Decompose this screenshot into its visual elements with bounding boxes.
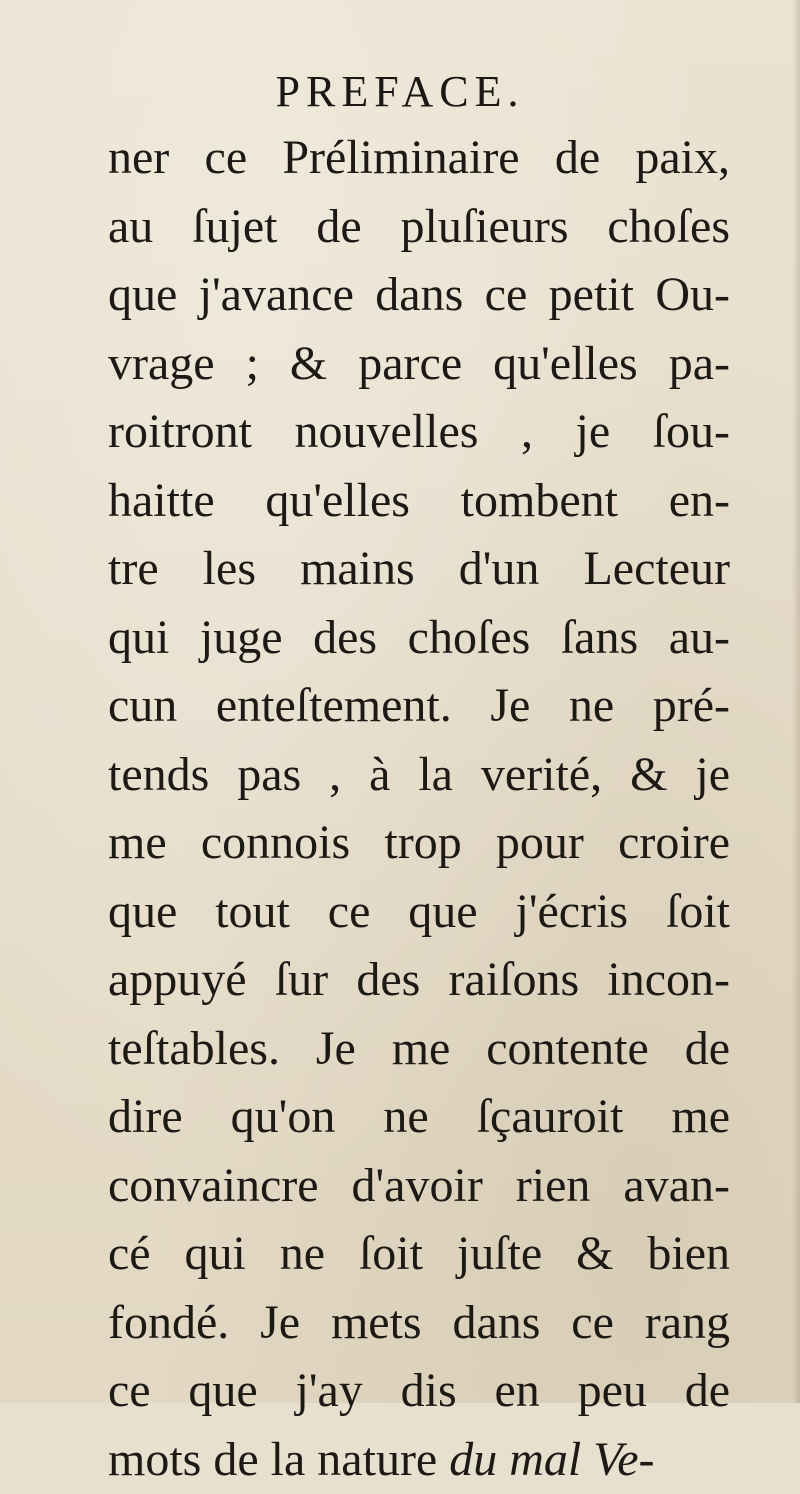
text-line: que tout ce que j'écris ſoit bbox=[108, 878, 730, 947]
last-line-roman: mots de la nature bbox=[108, 1433, 449, 1486]
text-line: vrage ; & parce qu'elles pa- bbox=[108, 330, 730, 399]
text-line: haitte qu'elles tombent en- bbox=[108, 467, 730, 536]
page-edge-shadow bbox=[792, 0, 800, 1403]
text-line: tre les mains d'un Lecteur bbox=[108, 535, 730, 604]
text-line-last bbox=[108, 1426, 730, 1494]
text-line: au ſujet de pluſieurs choſes bbox=[108, 193, 730, 262]
text-line: cé qui ne ſoit juſte & bien bbox=[108, 1220, 730, 1289]
text-line: ce que j'ay dis en peu de bbox=[108, 1357, 730, 1426]
running-header: PREFACE. bbox=[0, 66, 800, 118]
text-line: qui juge des choſes ſans au- bbox=[108, 604, 730, 673]
text-line: roitront nouvelles , je ſou- bbox=[108, 398, 730, 467]
text-line: fondé. Je mets dans ce rang bbox=[108, 1289, 730, 1358]
text-line: convaincre d'avoir rien avan- bbox=[108, 1152, 730, 1221]
text-line: dire qu'on ne ſçauroit me bbox=[108, 1083, 730, 1152]
text-line: ner ce Préliminaire de paix, bbox=[108, 124, 730, 193]
text-line: tends pas , à la verité, & je bbox=[108, 741, 730, 810]
text-line: teſtables. Je me contente de bbox=[108, 1015, 730, 1084]
text-line: cun enteſtement. Je ne pré- bbox=[108, 672, 730, 741]
text-line: que j'avance dans ce petit Ou- bbox=[108, 261, 730, 330]
text-line: me connois trop pour croire bbox=[108, 809, 730, 878]
text-line: appuyé ſur des raiſons incon- bbox=[108, 946, 730, 1015]
body-text bbox=[108, 124, 730, 1494]
last-line-italic: du mal Ve- bbox=[449, 1433, 654, 1486]
